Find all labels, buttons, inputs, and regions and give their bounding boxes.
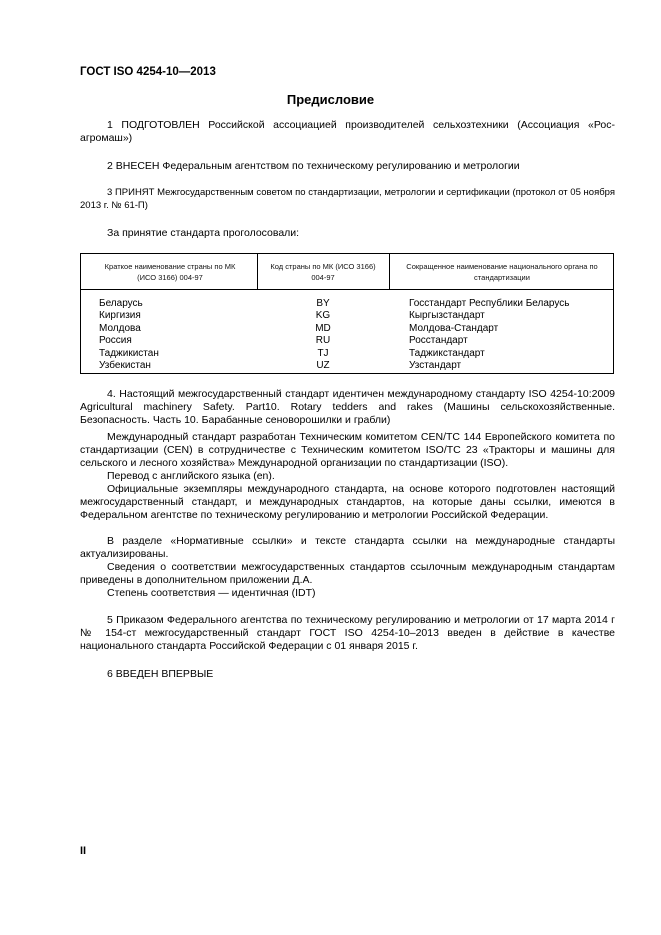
table-divider — [257, 254, 258, 289]
table-cell: Узстандарт — [409, 360, 462, 372]
table-cell: Кыргызстандарт — [409, 310, 485, 322]
table-cell: Росстандарт — [409, 335, 468, 347]
table-cell: Госстандарт Республики Беларусь — [409, 298, 570, 309]
voting-table — [80, 253, 614, 374]
paragraph-4: 4. Настоящий межгосударственный стандарт идентичен международному стандарту ISO 4254-10:2009 Agricultural machinery Safety. Part10. Rotary tedders and rakes (Машины сельскохозяйственные. Безопасность. Часть 10. Барабанные сеноворошилки и грабли) — [80, 388, 615, 426]
table-cell: Таджикстандарт — [409, 347, 485, 359]
paragraph-1: 1 ПОДГОТОВЛЕН Российской ассоциацией производителей сельхозтехники (Ассоциация «Рос-агромаш») — [80, 119, 615, 144]
table-divider — [389, 254, 390, 289]
page-title: Предисловие — [286, 92, 375, 107]
table-column-body — [409, 298, 609, 372]
paragraph-6: 6 ВВЕДЕН ВПЕРВЫЕ — [107, 668, 214, 680]
table-column-country — [99, 298, 249, 372]
paragraph-4d: Официальные экземпляры международного стандарта, на основе которого подготовлен настоящий межгосударственный стандарт, и международных стандартов, на которые даны ссылки, имеются в Федеральном агентстве по техническому регулированию и метрологии Российской Федерации. — [80, 483, 615, 521]
table-cell: RU — [315, 335, 331, 347]
table-cell: KG — [315, 310, 331, 322]
table-cell: Молдова-Стандарт — [409, 322, 499, 334]
paragraph-4f: Сведения о соответствии межгосударственных стандартов ссылочным международным стандартам приведены в дополнительном приложении Д.А. — [80, 561, 615, 586]
table-cell: Россия — [99, 335, 132, 347]
table-header-code: Код страны по МК (ИСО 3166) 004-97 — [270, 262, 376, 282]
table-cell: Узбекистан — [99, 360, 151, 372]
table-cell: Молдова — [99, 322, 141, 334]
table-header-rule — [81, 289, 613, 290]
table-header-country: Краткое наименование страны по МК (ИСО 3166) 004-97 — [104, 262, 236, 282]
page-number: II — [80, 845, 87, 857]
table-header-body: Сокращенное наименование национального органа по стандартизации — [406, 262, 598, 282]
table-cell: Киргизия — [99, 310, 141, 322]
paragraph-4c: Перевод с английского языка (en). — [107, 470, 275, 482]
table-cell: Таджикистан — [99, 347, 159, 359]
table-cell: UZ — [316, 360, 330, 372]
table-cell: BY — [316, 298, 330, 309]
table-cell: Беларусь — [99, 298, 143, 309]
table-column-code — [257, 298, 389, 372]
table-cell: MD — [315, 322, 331, 334]
paragraph-4b: Международный стандарт разработан Техническим комитетом CEN/TC 144 Европейского комитета по стандартизации (CEN) в сотрудничестве с Техническим комитетом ISO/TC 23 «Тракторы и машины для сельского и лесного хозяйства» Международной организации по стандартизации (ISO). — [80, 431, 615, 469]
paragraph-5: 5 Приказом Федерального агентства по техническому регулированию и метрологии от 17 марта 2014 г № 154-ст межгосударственный стандарт ГОСТ ISO 4254-10–2013 введен в действие в качестве национального стандарта Российской Федерации с 01 января 2015 г. — [80, 614, 615, 652]
document-header: ГОСТ ISO 4254-10—2013 — [80, 66, 216, 78]
paragraph-4e: В разделе «Нормативные ссылки» и тексте стандарта ссылки на международные стандарты актуализированы. — [80, 535, 615, 560]
table-cell: TJ — [317, 347, 329, 359]
paragraph-4g: Степень соответствия — идентичная (IDT) — [107, 587, 316, 599]
paragraph-3: 3 ПРИНЯТ Межгосударственным советом по стандартизации, метрологии и сертификации (протокол от 05 ноября 2013 г. № 61-П) — [80, 187, 615, 211]
vote-intro: За принятие стандарта проголосовали: — [107, 227, 300, 239]
paragraph-2: 2 ВНЕСЕН Федеральным агентством по техническому регулированию и метрологии — [107, 160, 520, 172]
